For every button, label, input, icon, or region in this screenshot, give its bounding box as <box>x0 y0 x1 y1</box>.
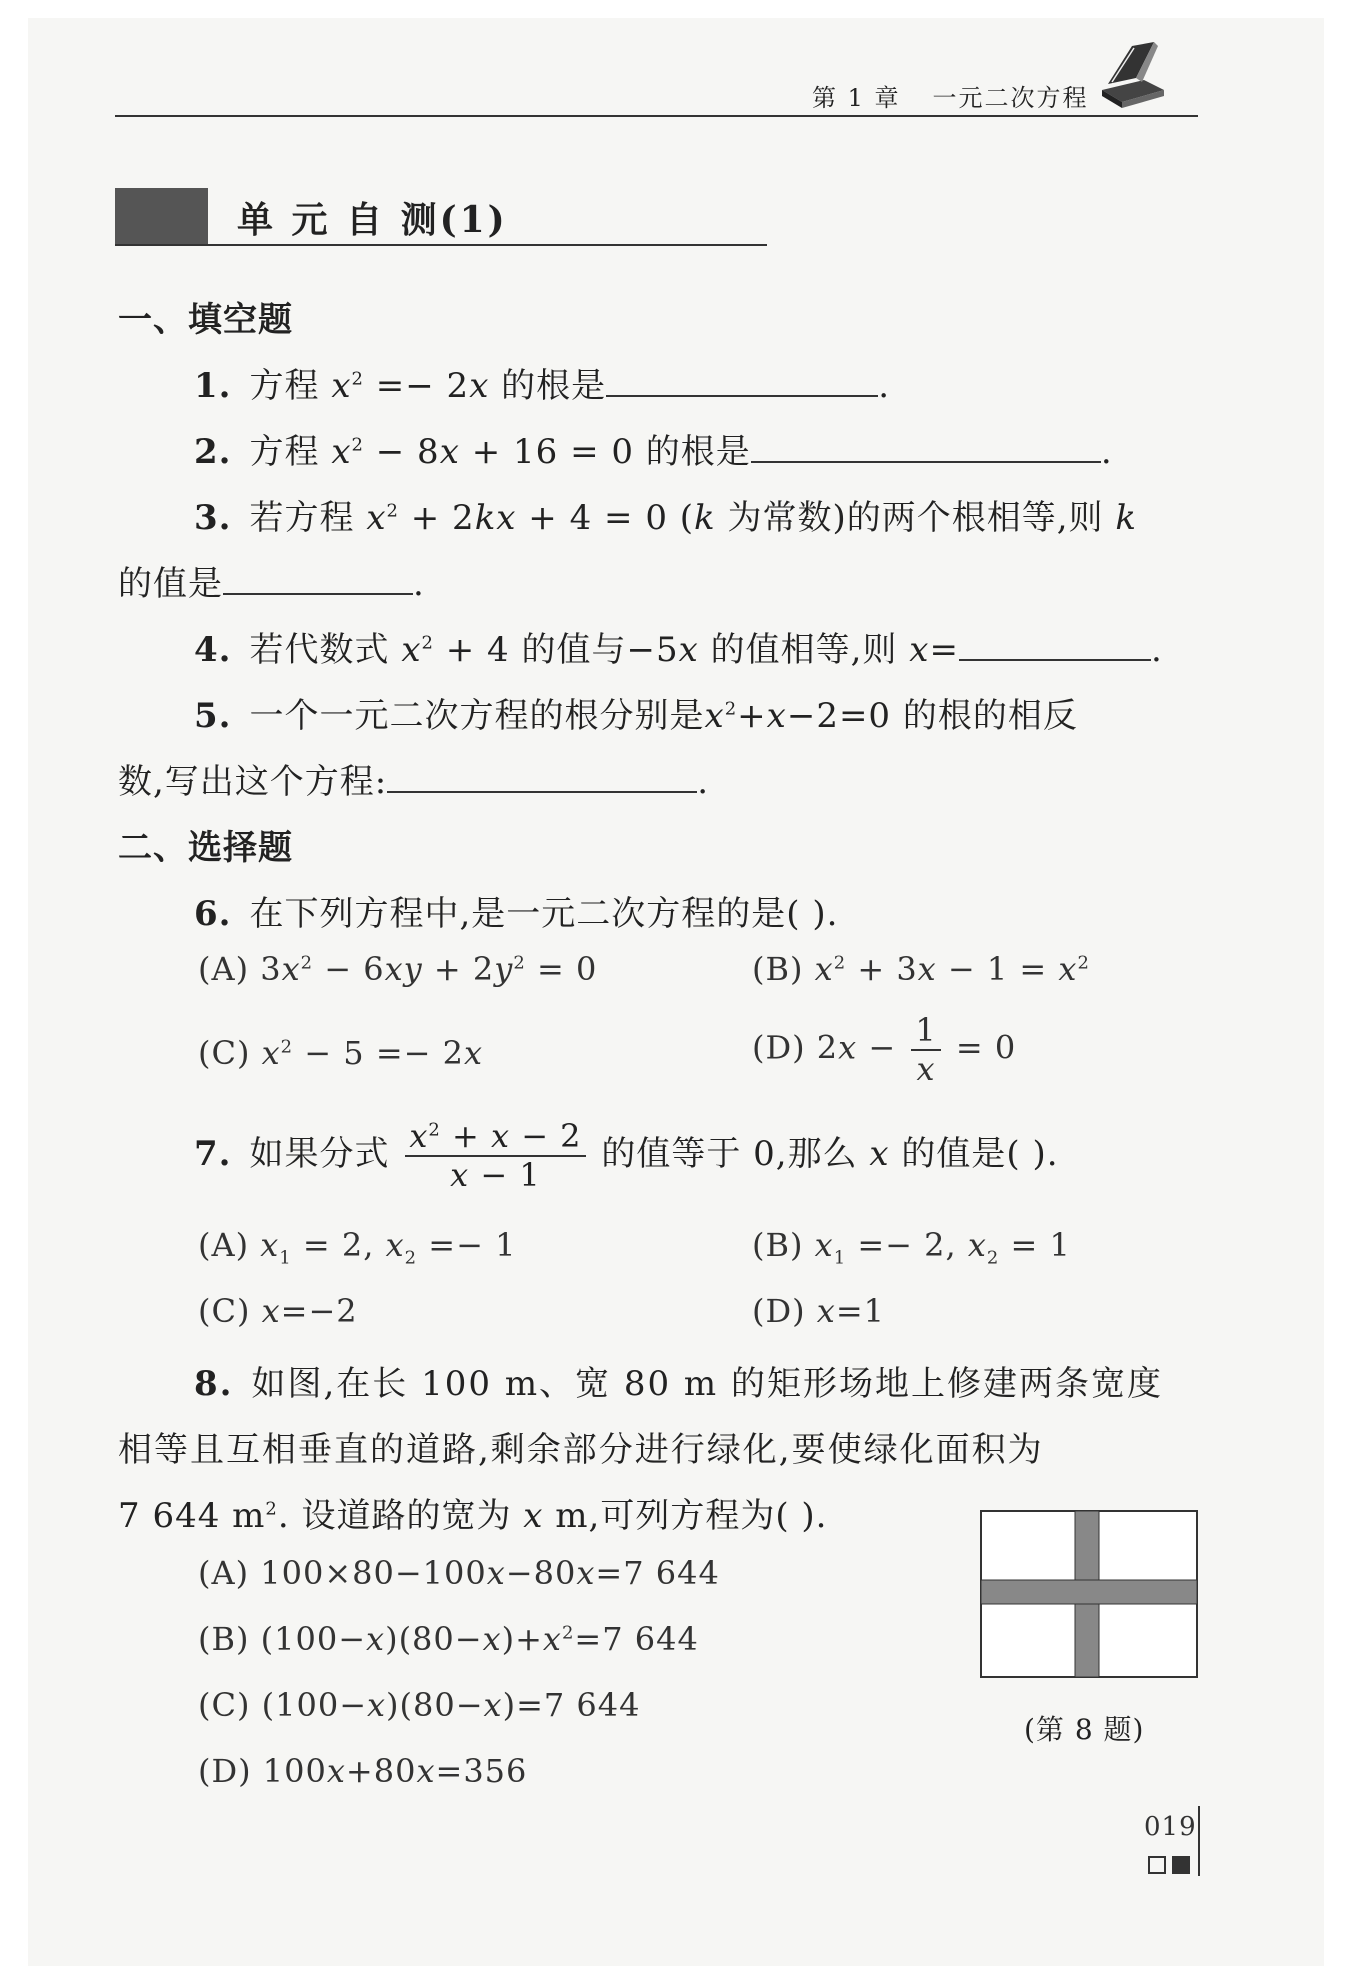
question-8-line2: 相等且互相垂直的道路,剩余部分进行绿化,要使绿化面积为 <box>118 1430 1044 1470</box>
chapter-number: 第 1 章 <box>812 84 901 112</box>
page-number-rule <box>1198 1806 1200 1876</box>
question-3-line2: 的值是 . <box>118 556 425 605</box>
page-marker-filled-square <box>1172 1856 1190 1874</box>
title-marker-block <box>115 188 208 244</box>
question-2: 2. 方程 $x^2 - 8x + 16 = 0$ 的根是 . <box>194 424 1113 473</box>
q6-option-c[interactable]: (C) $x^2 - 5 =- 2x$ <box>198 1034 484 1072</box>
chapter-title: 一元二次方程 <box>932 84 1089 112</box>
q7-option-c[interactable]: (C) x=−2 <box>198 1292 358 1330</box>
question-3: 3. 若方程 $x^2 + 2kx + 4 = 0$ (k 为常数)的两个根相等,则 k <box>194 498 1137 538</box>
question-8-line3: 7 644 $m^2$. 设道路的宽为 x m,可列方程为( ). <box>118 1496 828 1536</box>
q7-option-d[interactable]: (D) x=1 <box>752 1292 886 1330</box>
page-marker-empty-square <box>1148 1856 1166 1874</box>
question-1: 1. 方程 $x^2 =- 2x$ 的根是 . <box>194 358 890 407</box>
q6-option-b[interactable]: (B) $x^2 + 3x - 1 = x^2$ <box>752 950 1090 988</box>
answer-blank[interactable] <box>751 429 1101 463</box>
q8-option-a[interactable]: (A) 100×80−100x−80x=7 644 <box>198 1554 720 1592</box>
section-fill-blank: 一、填空题 <box>118 300 293 340</box>
header-rule <box>115 115 1198 117</box>
q8-rectangle-figure <box>980 1510 1198 1678</box>
q6-option-a[interactable]: (A) $3x^2 - 6xy + 2y^2 = 0$ <box>198 950 598 988</box>
q7-option-b[interactable]: (B) $x_1 =- 2$, $x_2 = 1$ <box>752 1226 1071 1269</box>
question-6: 6. 在下列方程中,是一元二次方程的是( ). <box>194 894 839 934</box>
book-icon <box>1092 32 1172 112</box>
q7-option-a[interactable]: (A) $x_1 = 2$, $x_2 =- 1$ <box>198 1226 517 1269</box>
horizontal-road <box>981 1580 1197 1604</box>
section-multiple-choice: 二、选择题 <box>118 828 293 868</box>
answer-blank[interactable] <box>223 561 413 595</box>
question-5-line2: 数,写出这个方程: . <box>118 754 709 803</box>
page-title: 单 元 自 测(1) <box>237 199 508 241</box>
q8-option-d[interactable]: (D) 100x+80x=356 <box>198 1752 528 1790</box>
question-5: 5. 一个一元二次方程的根分别是$x^2+x-2=0$ 的根的相反 <box>194 696 1078 736</box>
title-rule <box>115 244 767 246</box>
question-7: 7. 如果分式 $\frac{x^2 + x - 2}{x - 1}$ 的值等于 0,那么 x 的值是( ). <box>194 1117 1059 1194</box>
q6-option-d[interactable]: (D) 2x − $\frac{1}{x}$ = 0 <box>752 1011 1017 1088</box>
answer-blank[interactable] <box>387 759 697 793</box>
page-number: 019 <box>1144 1812 1197 1842</box>
question-8: 8. 如图,在长 100 m、宽 80 m 的矩形场地上修建两条宽度 <box>194 1364 1163 1404</box>
q8-option-b[interactable]: (B) $(100-x)(80-x)+x^2=7$ 644 <box>198 1620 699 1658</box>
answer-blank[interactable] <box>606 363 878 397</box>
answer-blank[interactable] <box>959 627 1151 661</box>
q8-option-c[interactable]: (C) (100−x)(80−x)=7 644 <box>198 1686 641 1724</box>
figure-caption: (第 8 题) <box>1024 1713 1145 1746</box>
chapter-header <box>812 78 1089 113</box>
question-4: 4. 若代数式 $x^2 + 4$ 的值与−5x 的值相等,则 x= . <box>194 622 1163 671</box>
